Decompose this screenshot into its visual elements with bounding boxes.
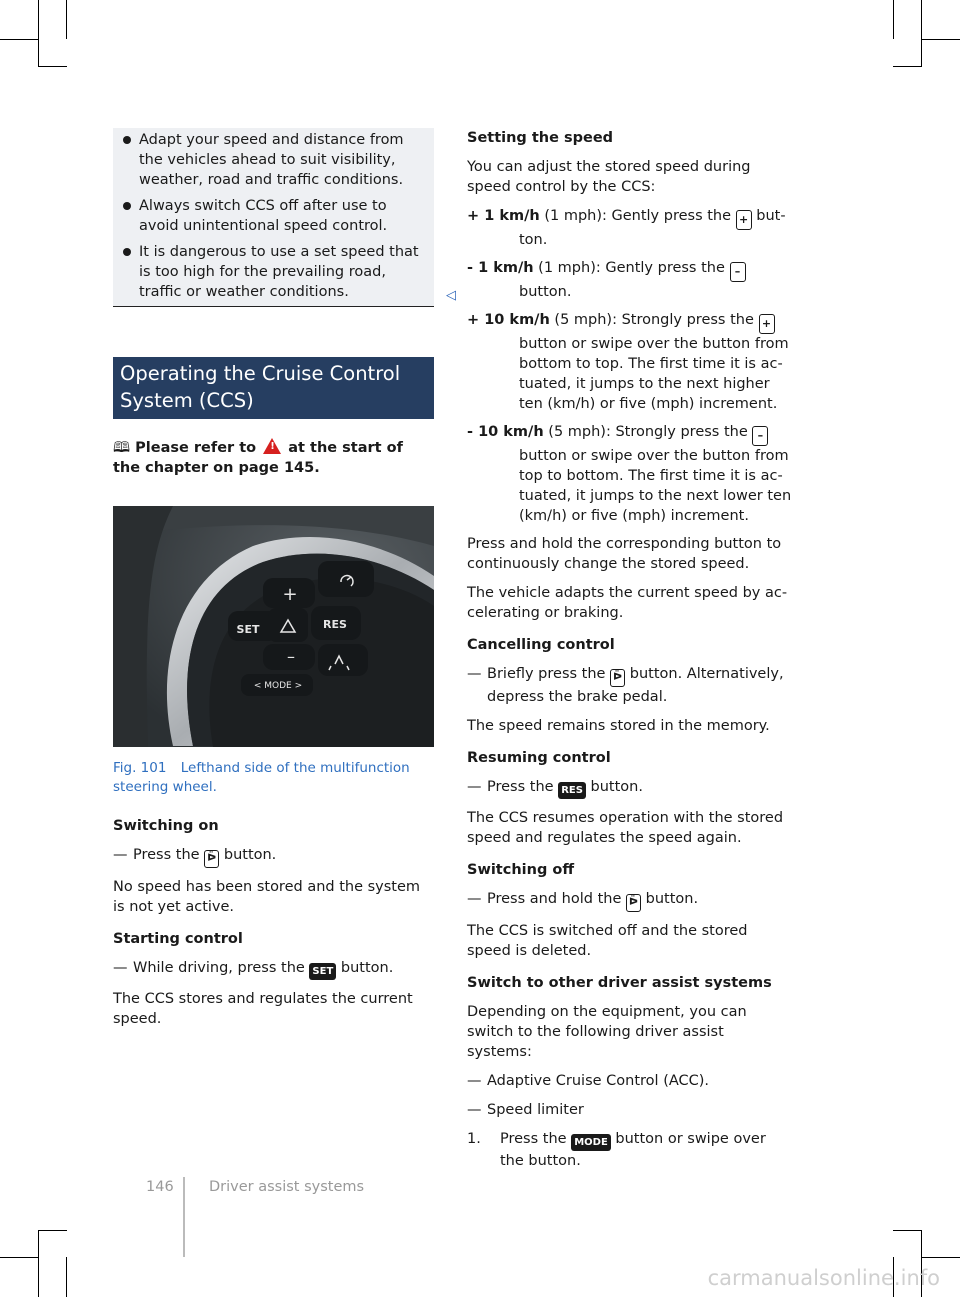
def-text: button or swipe over the button from bottom to top. The first time it is actuated, it jumps to the next higher ten (km/h) or five (mph) increment. <box>519 336 789 412</box>
heading-switch-other: Switch to other driver assist systems <box>467 975 772 991</box>
end-of-warning-icon: ◁ <box>446 288 456 303</box>
def-term: - 1 km/h <box>467 260 534 276</box>
warning-box <box>113 128 456 307</box>
footer-divider <box>183 1177 185 1257</box>
figure-caption <box>113 759 434 797</box>
def-term: - 10 km/h <box>467 424 544 440</box>
crop-mark <box>922 1257 960 1258</box>
def-unit: (1 mph): <box>533 260 601 276</box>
def-text: button. <box>519 208 786 248</box>
fig-set-label: SET <box>236 623 260 636</box>
speed-definition <box>467 206 792 250</box>
paragraph: The vehicle adapts the current speed by accelerating or braking. <box>467 585 788 621</box>
refer-note <box>113 438 434 478</box>
step-text: Press the <box>500 1131 567 1147</box>
step-resume <box>467 777 792 799</box>
step-text: button. <box>223 847 277 863</box>
crop-mark <box>66 1257 67 1297</box>
figure-caption-text: Lefthand side of the multifunction steering wheel. <box>113 760 410 795</box>
crop-mark <box>38 1230 39 1297</box>
def-text: Strongly press the <box>615 424 748 440</box>
step-text: button. Alternatively, depress the brake pedal. <box>487 666 784 705</box>
set-button-icon: SET <box>309 963 336 980</box>
step-text: Press the <box>487 779 554 795</box>
def-unit: (5 mph): <box>543 424 611 440</box>
crop-mark <box>38 0 39 66</box>
fig-plus-label: + <box>282 584 298 605</box>
crop-mark <box>0 1257 38 1258</box>
heading-resuming-control: Resuming control <box>467 750 611 766</box>
crop-mark <box>921 0 922 66</box>
plus-button-icon: + <box>736 210 752 230</box>
crop-mark <box>893 0 894 39</box>
warning-item: Always switch CCS off after use to avoid unintentional speed control. <box>119 196 426 236</box>
warning-triangle-icon <box>263 438 281 454</box>
plus-button-icon: + <box>759 314 775 334</box>
crop-mark <box>0 39 38 40</box>
heading-cancelling-control: Cancelling control <box>467 637 615 653</box>
warning-item: It is dangerous to use a set speed that is too high for the prevailing road, traffic or weather conditions. <box>119 242 426 302</box>
book-icon: 🕮 <box>113 440 131 456</box>
step-cancel <box>467 664 792 707</box>
def-text: button. <box>519 284 572 300</box>
numbered-step <box>467 1129 792 1171</box>
ccs-button-icon: ᐇ <box>626 894 641 912</box>
crop-mark <box>66 0 67 39</box>
crop-mark <box>893 66 922 67</box>
step-text: button. <box>645 891 699 907</box>
paragraph: No speed has been stored and the system is not yet active. <box>113 879 421 915</box>
def-unit: (5 mph): <box>549 312 617 328</box>
ccs-button-icon: ᐇ <box>610 669 625 687</box>
warning-item: Adapt your speed and distance from the vehicles ahead to suit visibility, weather, road and traffic conditions. <box>119 130 426 190</box>
fig-minus-label: – <box>287 647 295 666</box>
left-column <box>113 128 456 1038</box>
def-term: + 10 km/h <box>467 312 550 328</box>
fig-mode-label: < MODE > <box>253 681 303 691</box>
page-number: 146 <box>146 1179 174 1195</box>
section-title: Operating the Cruise Control System (CCS) <box>113 357 434 419</box>
paragraph: The CCS stores and regulates the current speed. <box>113 991 413 1027</box>
refer-text-before: Please refer to <box>135 440 257 456</box>
res-button-icon: RES <box>558 782 586 799</box>
list-item: — Speed limiter <box>467 1100 792 1120</box>
heading-setting-speed: Setting the speed <box>467 130 614 146</box>
figure-number: Fig. 101 <box>113 760 167 776</box>
step-switch-on <box>113 845 434 868</box>
speed-definition <box>467 258 792 302</box>
step-switch-off <box>467 889 792 912</box>
crop-mark <box>38 1230 67 1231</box>
step-start-control <box>113 958 434 980</box>
step-text: Briefly press the <box>487 666 606 682</box>
list-item: — Adaptive Cruise Control (ACC). <box>467 1071 792 1091</box>
paragraph: The CCS resumes operation with the stored speed and regulates the speed again. <box>467 810 784 846</box>
fig-res-label: RES <box>323 618 347 631</box>
right-column <box>467 128 792 1180</box>
def-unit: (1 mph): <box>539 208 607 224</box>
heading-switching-off: Switching off <box>467 862 575 878</box>
watermark: carmanualsonline.info <box>707 1266 940 1290</box>
def-term: + 1 km/h <box>467 208 540 224</box>
heading-starting-control: Starting control <box>113 931 243 947</box>
crop-mark <box>38 66 67 67</box>
def-text: Gently press the <box>605 260 725 276</box>
minus-button-icon: – <box>730 262 746 282</box>
step-text: button. <box>590 779 643 795</box>
def-text: Strongly press the <box>621 312 754 328</box>
def-text: Gently press the <box>611 208 732 224</box>
step-number: 1. <box>467 1131 481 1147</box>
mode-button-icon: MODE <box>571 1134 611 1151</box>
crop-mark <box>893 1230 922 1231</box>
steering-wheel-image <box>113 506 434 747</box>
def-text: button or swipe over the button from top to bottom. The first time it is actuated, it jumps to the next lower ten (km/h) or five (mph) increment. <box>519 448 792 524</box>
speed-definition <box>467 310 792 414</box>
step-text: While driving, press the <box>133 960 305 976</box>
speed-definition <box>467 422 792 526</box>
footer-chapter-title: Driver assist systems <box>209 1179 365 1195</box>
step-text: Press and hold the <box>487 891 622 907</box>
paragraph: The CCS is switched off and the stored speed is deleted. <box>467 923 748 959</box>
paragraph: Press and hold the corresponding button to continuously change the stored speed. <box>467 536 782 572</box>
step-text: Press the <box>133 847 200 863</box>
refer-text-after: at the start of the chapter on page 145. <box>113 440 403 476</box>
paragraph: The speed remains stored in the memory. <box>467 718 770 734</box>
ccs-button-icon: ᐇ <box>204 850 219 868</box>
crop-mark <box>922 39 960 40</box>
steering-wheel-figure <box>113 506 434 747</box>
paragraph: Depending on the equipment, you can switch to the following driver assist systems: <box>467 1004 747 1060</box>
paragraph: You can adjust the stored speed during speed control by the CCS: <box>467 159 751 195</box>
step-text: button or swipe over the button. <box>500 1131 766 1169</box>
step-text: button. <box>340 960 394 976</box>
minus-button-icon: – <box>752 426 768 446</box>
heading-switching-on: Switching on <box>113 818 219 834</box>
